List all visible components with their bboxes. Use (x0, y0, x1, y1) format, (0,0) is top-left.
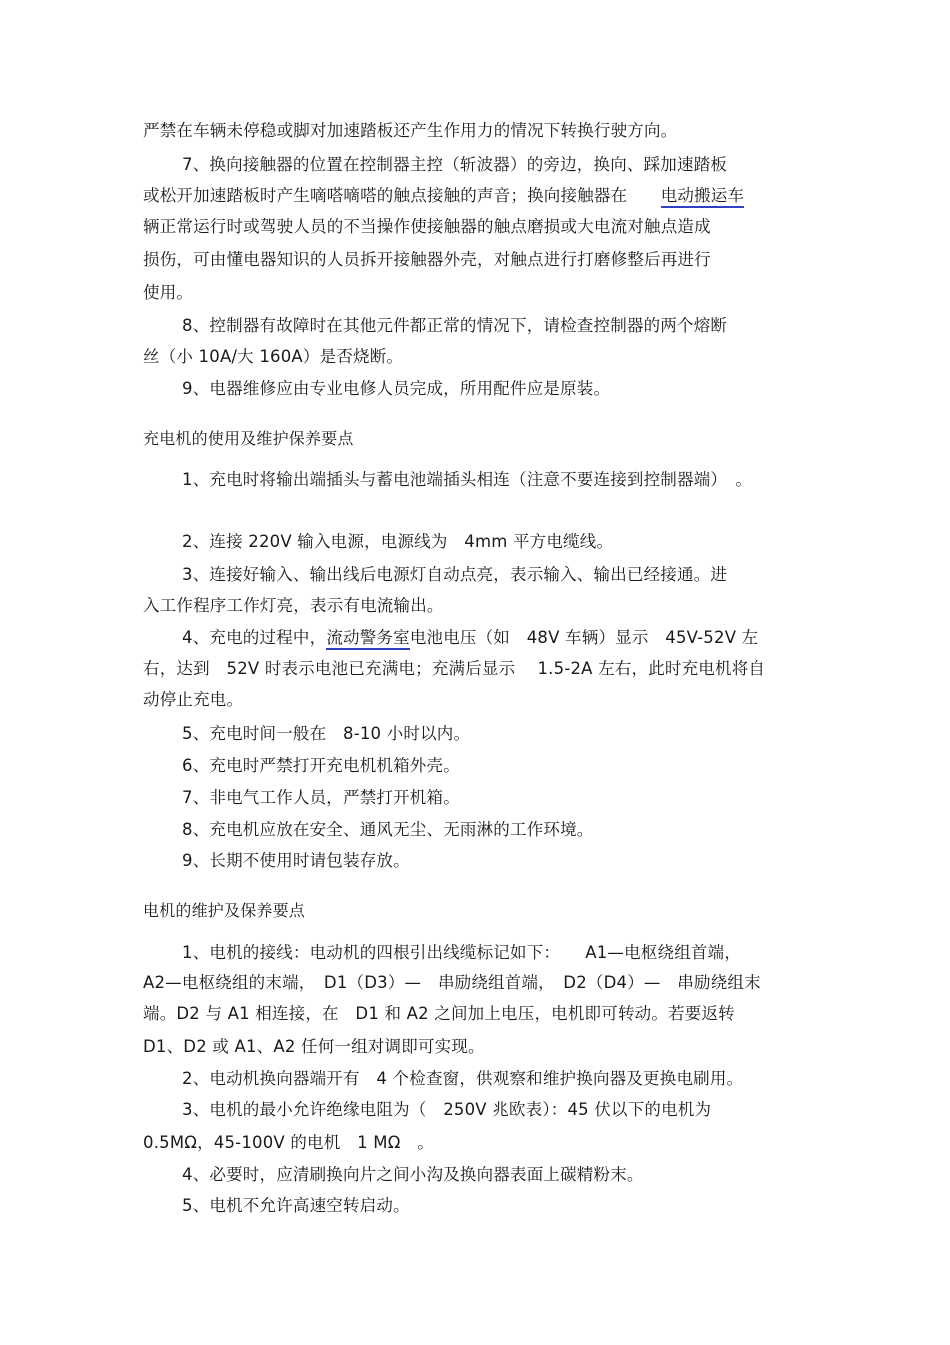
paragraph-line: 损伤，可由懂电器知识的人员拆开接触器外壳，对触点进行打磨修整后再进行 (143, 250, 711, 269)
paragraph-line: 右，达到 52V 时表示电池已充满电；充满后显示 1.5-2A 左右，此时充电机将自 (143, 659, 766, 678)
section-heading: 充电机的使用及维护保养要点 (143, 429, 354, 448)
paragraph-text: 电池电压（如 48V 车辆）显示 45V-52V 左 (409, 628, 759, 647)
paragraph-text: 4、充电的过程中， (182, 628, 327, 647)
paragraph-line: 1、充电时将输出端插头与蓄电池端插头相连（注意不要连接到控制器端） 。 (182, 470, 753, 489)
paragraph-line: 3、连接好输入、输出线后电源灯自动点亮，表示输入、输出已经接通。进 (182, 565, 728, 584)
paragraph-line (182, 626, 758, 650)
paragraph-line (143, 184, 744, 208)
paragraph-line: 6、充电时严禁打开充电机机箱外壳。 (182, 756, 460, 775)
paragraph-line: 辆正常运行时或驾驶人员的不当操作使接触器的触点磨损或大电流对触点造成 (143, 217, 711, 236)
paragraph-line: 端。D2 与 A1 相连接，在 D1 和 A2 之间加上电压，电机即可转动。若要返转 (143, 1004, 735, 1023)
paragraph-line: 9、电器维修应由专业电修人员完成，所用配件应是原装。 (182, 379, 611, 398)
paragraph-line: 2、电动机换向器端开有 4 个检查窗，供观察和维护换向器及更换电刷用。 (182, 1069, 744, 1088)
paragraph-line: D1、D2 或 A1、A2 任何一组对调即可实现。 (143, 1037, 485, 1056)
paragraph-line: 9、长期不使用时请包装存放。 (182, 851, 410, 870)
paragraph-line: 8、充电机应放在安全、通风无尘、无雨淋的工作环境。 (182, 820, 594, 839)
paragraph-line: 0.5MΩ，45-100V 的电机 1 MΩ 。 (143, 1133, 434, 1152)
paragraph-line: 4、必要时，应清刷换向片之间小沟及换向器表面上碳精粉末。 (182, 1165, 644, 1184)
paragraph-line: 7、非电气工作人员，严禁打开机箱。 (182, 788, 460, 807)
paragraph-line: 5、电机不允许高速空转启动。 (182, 1196, 410, 1215)
paragraph-line: 使用。 (143, 283, 194, 302)
section-heading: 电机的维护及保养要点 (143, 901, 306, 920)
paragraph-line: 丝（小 10A/大 160A）是否烧断。 (143, 347, 404, 366)
paragraph-line: 动停止充电。 (143, 690, 244, 709)
hyperlink-mobile-police-station[interactable]: 流动警务室 (326, 628, 410, 650)
paragraph-line: 严禁在车辆未停稳或脚对加速踏板还产生作用力的情况下转换行驶方向。 (143, 121, 678, 140)
paragraph-line: 7、换向接触器的位置在控制器主控（斩波器）的旁边，换向、踩加速踏板 (182, 155, 728, 174)
paragraph-line: 入工作程序工作灯亮，表示有电流输出。 (143, 596, 444, 615)
paragraph-text: 或松开加速踏板时产生嘀嗒嘀嗒的触点接触的声音；换向接触器在 (143, 186, 661, 205)
paragraph-line: 1、电机的接线：电动机的四根引出线缆标记如下： A1—电枢绕组首端， (182, 943, 742, 962)
paragraph-line: A2—电枢绕组的末端， D1（D3）— 串励绕组首端， D2（D4）— 串励绕组末 (143, 973, 761, 992)
paragraph-line: 8、控制器有故障时在其他元件都正常的情况下，请检查控制器的两个熔断 (182, 316, 728, 335)
hyperlink-electric-truck[interactable]: 电动搬运车 (661, 186, 745, 208)
paragraph-line: 2、连接 220V 输入电源，电源线为 4mm 平方电缆线。 (182, 532, 614, 551)
paragraph-line: 5、充电时间一般在 8-10 小时以内。 (182, 724, 471, 743)
paragraph-line: 3、电机的最小允许绝缘电阻为（ 250V 兆欧表）：45 伏以下的电机为 (182, 1100, 712, 1119)
